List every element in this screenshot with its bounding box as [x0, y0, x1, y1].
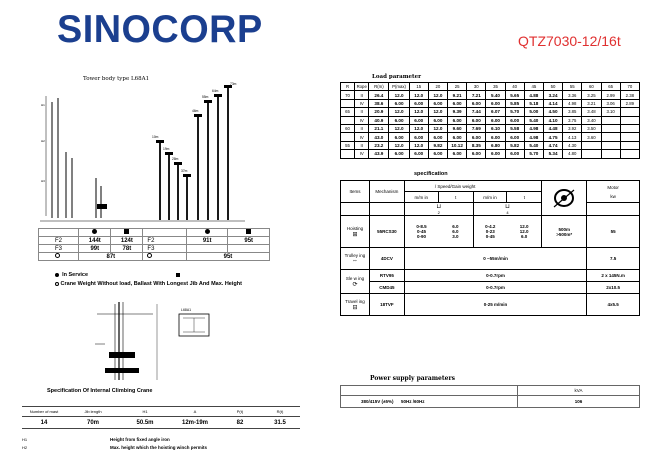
- travel-icon: ⊟: [352, 304, 358, 311]
- column-header: H1: [120, 407, 170, 417]
- table-cell: 4.13: [563, 133, 582, 141]
- model-number: QTZ7030-12/16t: [518, 33, 621, 49]
- table-cell: 20.9: [369, 108, 389, 116]
- column-header: m/m in: [404, 192, 438, 203]
- table-cell: IV: [355, 99, 369, 107]
- height-label: 55m: [202, 95, 209, 99]
- table-cell: 3.50: [582, 124, 601, 132]
- table-cell: 9.39: [448, 108, 467, 116]
- table-cell: 3.48: [582, 108, 601, 116]
- table-cell: [620, 133, 639, 141]
- table-cell: 7.21: [467, 91, 486, 99]
- table-cell: 4.50: [543, 108, 562, 116]
- table-cell: 26.4: [369, 91, 389, 99]
- table-cell: [601, 150, 620, 158]
- table-cell: 5.40: [524, 141, 543, 149]
- table-cell: IV: [355, 150, 369, 158]
- tower-title: Tower body type L68A1: [83, 76, 150, 82]
- load-title: Load parameter: [372, 74, 421, 80]
- table-cell: 23.2: [369, 141, 389, 149]
- table-cell: 40.9: [369, 116, 389, 124]
- table-cell: 65: [341, 108, 355, 116]
- four-fall-rope-icon: ⊔ 4: [473, 203, 542, 216]
- column-header: Mechanism: [369, 181, 404, 203]
- out-of-service-icon: [228, 229, 270, 237]
- column-header: P(t): [220, 407, 260, 417]
- table-cell: 12.0: [389, 141, 409, 149]
- table-cell: II: [355, 108, 369, 116]
- row-label: Hoisting: [346, 225, 364, 231]
- table-cell: 55RCS30: [369, 216, 404, 248]
- weight-icon: [143, 253, 187, 261]
- column-header: 15: [409, 83, 428, 91]
- table-cell: RTV95: [369, 270, 404, 282]
- note-key: H1: [22, 437, 28, 442]
- table-cell: 43.9: [369, 150, 389, 158]
- load-table: [340, 82, 640, 159]
- table-cell: 5.34: [543, 150, 562, 158]
- table-cell: 4.30: [563, 141, 582, 149]
- table-cell: 0-0.7rpm: [404, 282, 586, 294]
- table-cell: [620, 141, 639, 149]
- table-cell: 6.00: [409, 116, 428, 124]
- table-cell: 6.00: [448, 150, 467, 158]
- table-cell: 55: [341, 141, 355, 149]
- column-header: R(t): [260, 407, 300, 417]
- table-cell: 4DCV: [369, 248, 404, 270]
- table-cell: 12.0: [389, 124, 409, 132]
- table-cell: 5.40: [524, 116, 543, 124]
- hoist-icon: ⊞: [352, 231, 358, 238]
- table-cell: 4.10: [543, 116, 562, 124]
- table-cell: 5.18: [524, 99, 543, 107]
- out-of-service-icon: [111, 229, 143, 237]
- table-cell: 99t: [79, 245, 111, 253]
- column-header: Motor: [607, 184, 619, 190]
- table-cell: 5.70: [505, 108, 524, 116]
- table-cell: 5.40: [486, 91, 505, 99]
- drum-icon: [542, 181, 587, 216]
- table-cell: [341, 116, 355, 124]
- table-cell: 6.00: [389, 99, 409, 107]
- column-header: Jib length: [66, 407, 120, 417]
- voltage-value: 380/415V (±5%): [361, 399, 394, 404]
- table-cell: [620, 124, 639, 132]
- table-cell: 9.82: [428, 141, 447, 149]
- spec-title: specification: [414, 171, 448, 177]
- table-cell: 4.98: [563, 99, 582, 107]
- table-cell: 4.14: [543, 99, 562, 107]
- climbing-crane-diagram: [95, 300, 215, 385]
- table-cell: 3.92: [563, 124, 582, 132]
- table-cell: 2x10.5: [587, 282, 640, 294]
- table-cell: 12.0: [409, 91, 428, 99]
- note-key: H2: [22, 445, 28, 450]
- table-cell: IV: [355, 133, 369, 141]
- table-cell: 3.60: [582, 133, 601, 141]
- table-cell: 6.00: [389, 150, 409, 158]
- table-cell: 12.0: [389, 91, 409, 99]
- column-header: m/m in: [473, 192, 507, 203]
- table-cell: [601, 124, 620, 132]
- table-cell: II: [355, 141, 369, 149]
- table-cell: 21.1: [369, 124, 389, 132]
- table-cell: 3.40: [582, 116, 601, 124]
- row-label: Trolley ing: [344, 253, 366, 258]
- table-cell: 5.65: [505, 91, 524, 99]
- table-cell: 6.00: [505, 116, 524, 124]
- table-cell: [341, 150, 355, 158]
- column-header: 70: [620, 83, 639, 91]
- table-cell: 5.00: [524, 108, 543, 116]
- column-header: R(m): [369, 83, 389, 91]
- power-value: 106: [518, 396, 640, 408]
- row-label: Travel ing: [345, 298, 365, 304]
- column-header: 55: [563, 83, 582, 91]
- table-cell: 2.38: [620, 91, 639, 99]
- power-table: [340, 385, 640, 408]
- table-cell: 4.80: [563, 150, 582, 158]
- column-header: Rope: [356, 84, 367, 90]
- table-cell: [228, 245, 270, 253]
- table-cell: 95t: [228, 237, 270, 245]
- table-cell: 4.48: [543, 124, 562, 132]
- table-cell: 82: [220, 417, 260, 429]
- table-cell: 6.00: [428, 133, 447, 141]
- table-cell: 6.00: [486, 133, 505, 141]
- table-cell: 6.00: [389, 116, 409, 124]
- column-header: kVA: [518, 386, 640, 396]
- table-cell: 6.00: [486, 116, 505, 124]
- column-header: 50: [543, 83, 562, 91]
- table-cell: 43.0: [369, 133, 389, 141]
- table-cell: 3.36: [563, 91, 582, 99]
- table-cell: 6.00: [409, 150, 428, 158]
- row-label: F2: [143, 237, 187, 245]
- column-header: 65: [601, 83, 620, 91]
- column-header: Items: [341, 181, 370, 203]
- table-cell: 6.00: [467, 99, 486, 107]
- table-cell: 7.44: [467, 108, 486, 116]
- table-cell: 7.69: [467, 124, 486, 132]
- table-cell: 3.25: [582, 91, 601, 99]
- column-header: / Speed/Gain weight: [404, 181, 541, 192]
- tower-diagram: [40, 82, 245, 232]
- table-cell: IV: [355, 116, 369, 124]
- in-service-icon: [79, 229, 111, 237]
- column-header: 60: [582, 83, 601, 91]
- legend-in-service: In Service: [55, 272, 180, 278]
- table-cell: 70: [341, 91, 355, 99]
- table-cell: 124t: [111, 237, 143, 245]
- svg-text:H2: H2: [41, 139, 45, 143]
- table-cell: 12.0: [428, 108, 447, 116]
- table-cell: 6.00: [448, 133, 467, 141]
- column-header: Number of mast: [22, 407, 66, 417]
- table-cell: 70m: [66, 417, 120, 429]
- column-header: kw: [610, 193, 616, 199]
- tower-weight-table: [38, 228, 270, 261]
- height-label: 28m: [172, 157, 179, 161]
- table-cell: 0-0.7rpm: [404, 270, 586, 282]
- column-header: t: [507, 192, 542, 203]
- height-label: 19m: [163, 147, 170, 151]
- table-cell: 3.21: [582, 99, 601, 107]
- table-cell: [601, 141, 620, 149]
- column-header: 45: [524, 83, 543, 91]
- table-cell: [341, 99, 355, 107]
- column-header: 40: [505, 83, 524, 91]
- two-fall-rope-icon: ⊔ 2: [404, 203, 473, 216]
- table-cell: 12.0: [428, 124, 447, 132]
- note-text: Height from fixed angle iron: [110, 437, 170, 442]
- table-cell: 7.5: [587, 248, 640, 270]
- table-cell: 18TVF: [369, 294, 404, 316]
- table-cell: 5.58: [505, 124, 524, 132]
- row-label: F3: [39, 245, 79, 253]
- spec-table: Items Mechanism / Speed/Gain weight Motor kw m/m in t m/m in t ⊔ 2 ⊔ 4 Hoisting ⊞ 55RCS30 0-8.5 0-45 0-90 6.0 6.0 3.0 0-4.2 0-23 0-45 12.0 12.0 6.0 500m >500m* 55 Trolley ing ⇔ 4DCV 0 ~55m/min 7.5 Sle w ing ⟳ RTV95 0-0.7rpm 2 x 145N.m CMD45 0-0.7rpm 2x10.5 Travel ing ⊟ 18TVF 0-25 m/min 4x5.5: [340, 180, 640, 316]
- table-cell: 4x5.5: [587, 294, 640, 316]
- table-cell: 6.00: [428, 116, 447, 124]
- table-cell: 6.00: [505, 133, 524, 141]
- table-cell: 2.99: [601, 91, 620, 99]
- table-cell: 4.75: [543, 133, 562, 141]
- table-cell: 95t: [186, 253, 269, 261]
- column-header: A: [170, 407, 220, 417]
- height-label: 73m: [230, 82, 237, 86]
- table-cell: 2.89: [620, 99, 639, 107]
- table-cell: 0 ~55m/min: [404, 248, 586, 270]
- svg-text:H3: H3: [41, 179, 45, 183]
- table-cell: 91t: [186, 237, 228, 245]
- table-cell: [582, 150, 601, 158]
- table-cell: 6.00: [467, 116, 486, 124]
- table-cell: II: [355, 124, 369, 132]
- table-cell: 2 x 145N.m: [587, 270, 640, 282]
- table-cell: 6.00: [505, 150, 524, 158]
- table-cell: 5.70: [524, 150, 543, 158]
- table-cell: 50.5m: [120, 417, 170, 429]
- column-header: 25: [448, 83, 467, 91]
- table-cell: 4.88: [524, 91, 543, 99]
- table-cell: 6.80: [486, 141, 505, 149]
- table-cell: [620, 116, 639, 124]
- climbing-title: Specification Of Internal Climbing Crane: [47, 388, 153, 394]
- table-cell: 5.82: [505, 141, 524, 149]
- table-cell: 6.00: [448, 99, 467, 107]
- table-cell: [620, 150, 639, 158]
- table-cell: 3.85: [563, 108, 582, 116]
- table-cell: 6.00: [486, 150, 505, 158]
- table-cell: 38.6: [369, 99, 389, 107]
- svg-text:H1: H1: [41, 103, 45, 107]
- row-label: Sle w ing: [345, 275, 365, 281]
- table-cell: 12.0: [409, 141, 428, 149]
- table-cell: 8.35: [467, 141, 486, 149]
- row-label: F2: [39, 237, 79, 245]
- table-cell: 6.00: [428, 99, 447, 107]
- table-cell: CMD45: [369, 282, 404, 294]
- table-cell: 4.98: [524, 133, 543, 141]
- table-cell: 3.24: [543, 91, 562, 99]
- table-cell: 4.98: [524, 124, 543, 132]
- table-cell: 6.07: [486, 108, 505, 116]
- table-cell: 6.00: [486, 99, 505, 107]
- table-cell: 3.10: [601, 108, 620, 116]
- column-header: P(max): [389, 83, 409, 91]
- note-text: Max. height which the hoisting winch permits: [110, 445, 208, 450]
- table-cell: 9.60: [448, 124, 467, 132]
- table-cell: 6.00: [409, 99, 428, 107]
- table-cell: 78t: [111, 245, 143, 253]
- height-label: 37m: [181, 169, 188, 173]
- table-cell: 55: [587, 216, 640, 248]
- column-header: 35: [486, 83, 505, 91]
- table-cell: 3.06: [601, 99, 620, 107]
- column-header: 20: [428, 83, 447, 91]
- table-cell: II: [355, 91, 369, 99]
- table-cell: 6.00: [467, 150, 486, 158]
- table-cell: 6.00: [428, 150, 447, 158]
- row-label: F3: [143, 245, 187, 253]
- sinocorp-logo: SINOCORP: [57, 8, 263, 51]
- table-cell: [186, 245, 228, 253]
- row-label: [39, 229, 79, 237]
- table-cell: 87t: [79, 253, 143, 261]
- table-cell: 4.74: [543, 141, 562, 149]
- table-cell: 6.00: [389, 133, 409, 141]
- column-header: t: [438, 192, 473, 203]
- table-cell: 12.0: [409, 108, 428, 116]
- climbing-table: [22, 406, 300, 429]
- table-cell: [601, 116, 620, 124]
- slewing-icon: ⟳: [352, 281, 358, 288]
- table-cell: 6.10: [486, 124, 505, 132]
- table-cell: [601, 133, 620, 141]
- table-cell: 3.75: [563, 116, 582, 124]
- table-cell: 0-25 m/min: [404, 294, 586, 316]
- table-cell: 5.85: [505, 99, 524, 107]
- table-cell: 6.00: [448, 116, 467, 124]
- table-cell: 12.0: [409, 124, 428, 132]
- table-cell: 14: [22, 417, 66, 429]
- table-cell: 60: [341, 124, 355, 132]
- height-label: 10m: [152, 135, 159, 139]
- frequency-value: 50Hz /60Hz: [401, 399, 425, 404]
- column-header: R: [341, 83, 355, 91]
- table-cell: 6.00: [467, 133, 486, 141]
- legend-weight-note: Crane Weight Without load, Ballast With Longest Jib And Max. Height: [55, 281, 242, 287]
- table-cell: [341, 133, 355, 141]
- in-service-icon: [186, 229, 228, 237]
- weight-icon: [39, 253, 79, 261]
- table-cell: 12m-19m: [170, 417, 220, 429]
- table-cell: 144t: [79, 237, 111, 245]
- height-label: 64m: [212, 89, 219, 93]
- table-cell: 9.21: [448, 91, 467, 99]
- diagram-label: L68A1: [181, 308, 192, 312]
- table-cell: 10.12: [448, 141, 467, 149]
- table-cell: 12.0: [428, 91, 447, 99]
- table-cell: 6.00: [409, 133, 428, 141]
- table-cell: [582, 141, 601, 149]
- power-title: Power supply parameters: [370, 375, 455, 382]
- height-label: 46m: [192, 109, 199, 113]
- trolley-icon: ⇔: [351, 258, 358, 264]
- table-cell: 31.5: [260, 417, 300, 429]
- column-header: 30: [467, 83, 486, 91]
- table-cell: [620, 108, 639, 116]
- table-cell: 12.0: [389, 108, 409, 116]
